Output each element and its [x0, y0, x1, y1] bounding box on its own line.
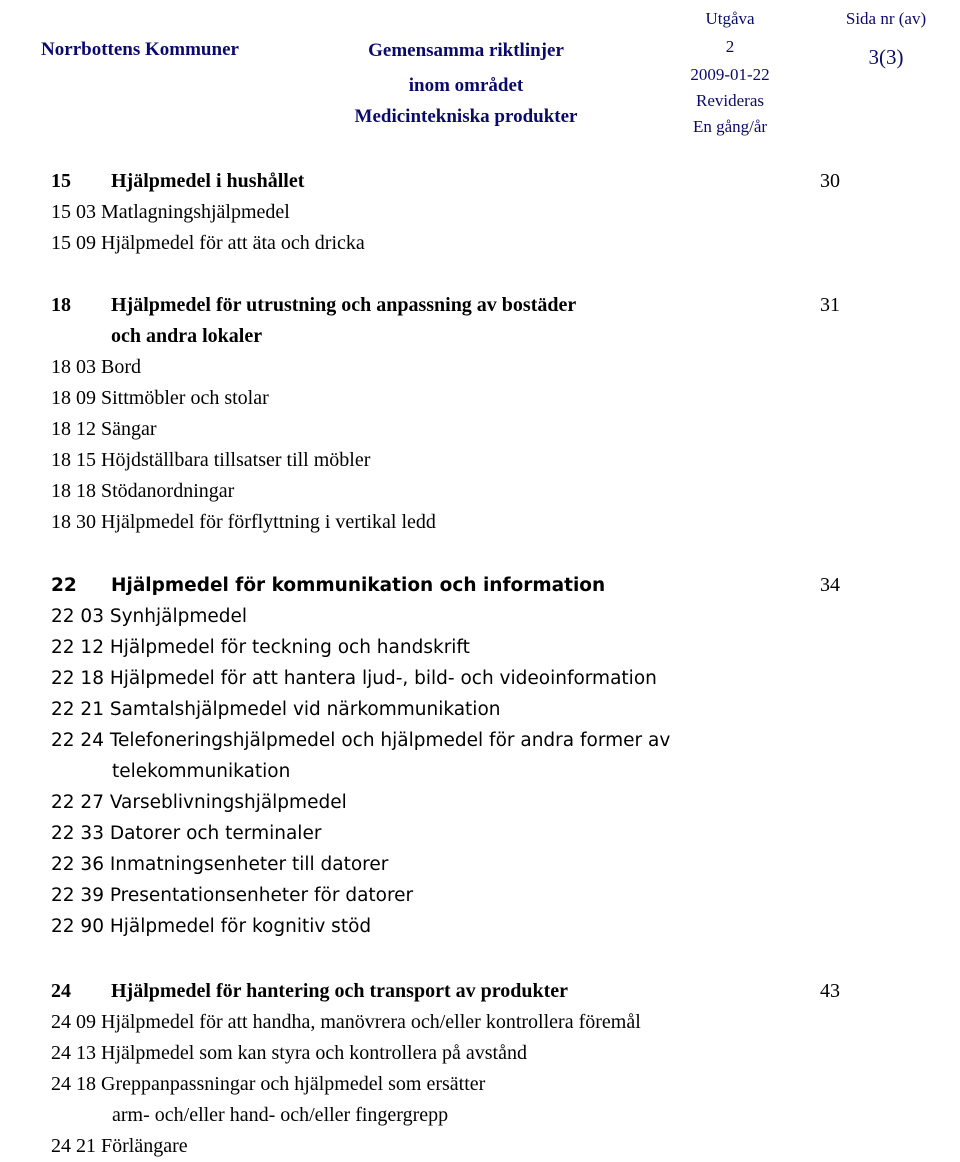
toc-item: 18 30 Hjälpmedel för förflyttning i vertikal ledd — [51, 511, 436, 533]
section-page-number: 43 — [820, 980, 840, 1002]
toc-item: 18 12 Sängar — [51, 418, 157, 440]
header-edition-label: Utgåva — [705, 9, 755, 28]
toc-item: 22 18 Hjälpmedel för att hantera ljud-, bild- och videoinformation — [51, 668, 657, 689]
header-date: 2009-01-22 — [690, 65, 770, 84]
toc-item: 22 24 Telefoneringshjälpmedel och hjälpmedel för andra former av — [51, 730, 671, 751]
header-page-label: Sida nr (av) — [845, 9, 927, 28]
toc-item: 22 36 Inmatningsenheter till datorer — [51, 854, 389, 875]
header-page-value: 3(3) — [868, 45, 904, 69]
header-revise-label: Revideras — [696, 91, 764, 110]
header-revise-value: En gång/år — [692, 117, 768, 136]
toc-item: 24 18 Greppanpassningar och hjälpmedel som ersätter — [51, 1073, 486, 1095]
header-guide-line-2: inom området — [408, 75, 524, 96]
toc-item: 22 90 Hjälpmedel för kognitiv stöd — [51, 916, 372, 937]
toc-item: 24 09 Hjälpmedel för att handha, manövrera och/eller kontrollera föremål — [51, 1011, 641, 1033]
section-code: 24 — [51, 980, 71, 1002]
toc-item: 18 09 Sittmöbler och stolar — [51, 387, 269, 409]
page-header — [0, 0, 960, 135]
toc-item: 22 21 Samtalshjälpmedel vid närkommunikation — [51, 699, 501, 720]
toc-item: 22 39 Presentationsenheter för datorer — [51, 885, 414, 906]
header-guideline-title — [316, 6, 616, 132]
toc-item: 22 12 Hjälpmedel för teckning och handskrift — [51, 637, 470, 658]
section-title: Hjälpmedel i hushållet — [111, 170, 305, 192]
toc-item: 15 09 Hjälpmedel för att äta och dricka — [51, 232, 365, 254]
header-organization: Norrbottens Kommuner — [41, 39, 239, 60]
toc-item: 18 03 Bord — [51, 356, 141, 378]
section-title: Hjälpmedel för hantering och transport av produkter — [111, 980, 569, 1002]
section-heading — [0, 976, 960, 1007]
section-heading — [0, 570, 960, 601]
toc-item: 22 27 Varseblivningshjälpmedel — [51, 792, 347, 813]
header-edition-block — [668, 6, 792, 140]
toc-item: telekommunikation — [112, 761, 291, 782]
toc-item: 22 03 Synhjälpmedel — [51, 606, 248, 627]
toc-item: 24 13 Hjälpmedel som kan styra och kontrollera på avstånd — [51, 1042, 527, 1064]
section-code: 15 — [51, 170, 71, 192]
header-edition-value: 2 — [725, 37, 735, 56]
header-page-block — [818, 6, 954, 82]
section-code: 18 — [51, 294, 71, 316]
section-page-number: 34 — [820, 574, 840, 596]
toc-item: 24 21 Förlängare — [51, 1135, 188, 1157]
section-code: 22 — [51, 575, 77, 596]
section-heading — [0, 166, 960, 197]
section-page-number: 30 — [820, 170, 840, 192]
section-title: Hjälpmedel för utrustning och anpassning av bostäder — [111, 294, 577, 316]
toc-item: 18 18 Stödanordningar — [51, 480, 235, 502]
toc-item: 22 33 Datorer och terminaler — [51, 823, 322, 844]
header-guide-line-3: Medicintekniska produkter — [354, 106, 578, 127]
section-heading — [0, 290, 960, 321]
section-title-continued: och andra lokaler — [111, 325, 263, 347]
toc-item: 15 03 Matlagningshjälpmedel — [51, 201, 290, 223]
toc-item: 18 15 Höjdställbara tillsatser till möbler — [51, 449, 371, 471]
section-page-number: 31 — [820, 294, 840, 316]
toc-item: arm- och/eller hand- och/eller fingergrepp — [112, 1104, 449, 1126]
header-guide-line-1: Gemensamma riktlinjer — [368, 40, 564, 61]
section-title: Hjälpmedel för kommunikation och information — [111, 575, 606, 596]
